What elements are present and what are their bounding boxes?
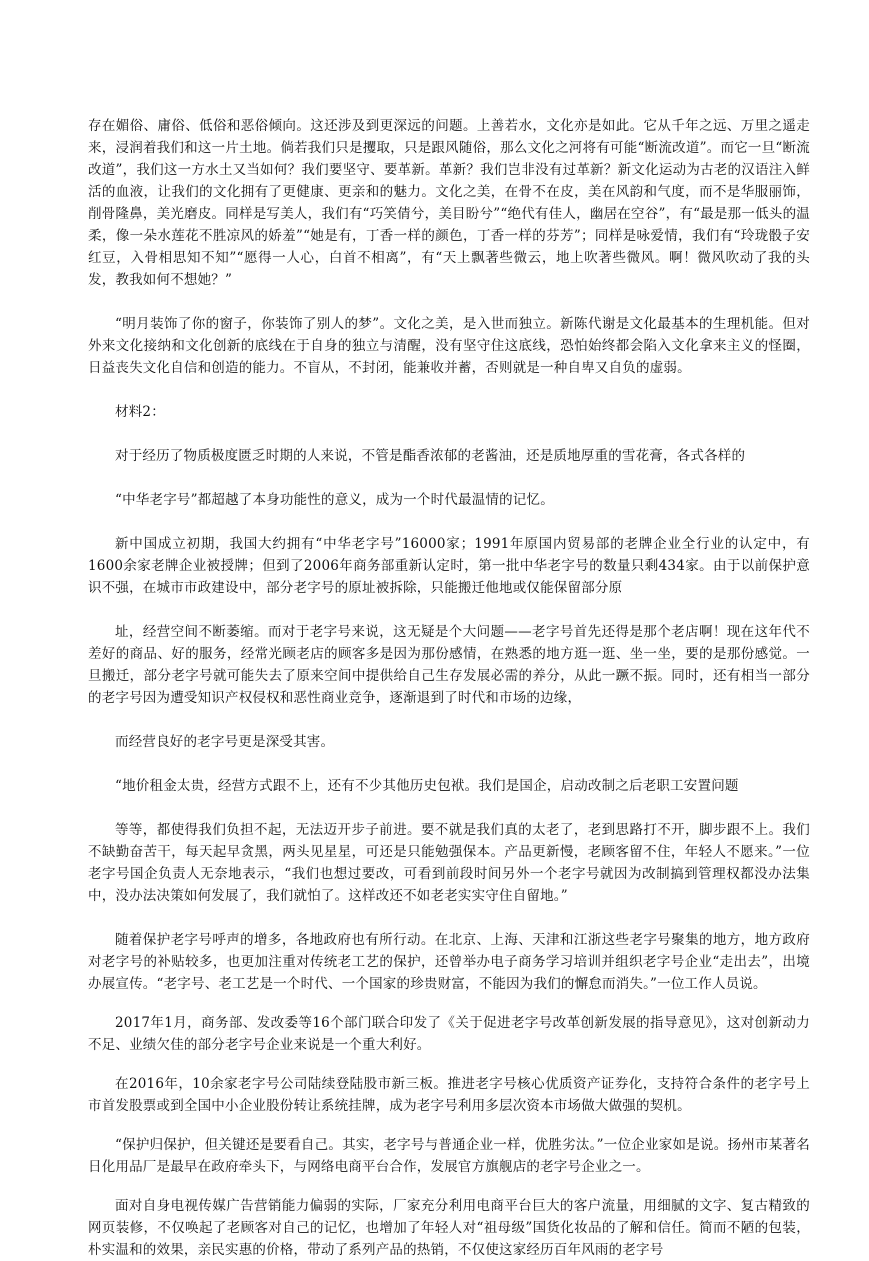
paragraph-entrepreneur-quote: “保护归保护，但关键还是要看自己。其实，老字号与普通企业一样，优胜劣汰。”一位企业家如是说。扬州市某著名日化用品厂是最早在政府牵头下，与网络电商平台合作，发展官方旗舰店的老字号企业之一。 [88, 1137, 810, 1175]
paragraph-land-rent-quote: “地价租金太贵，经营方式跟不上，还有不少其他历史包袱。我们是国企，启动改制之后老职工安置问题 [115, 778, 739, 794]
paragraph-old-brands-memory: “中华老字号”都超越了本身功能性的意义，成为一个时代最温情的记忆。 [115, 492, 554, 508]
paragraph-ecommerce-strategy: 面对自身电视传媒广告营销能力偏弱的实际，厂家充分利用电商平台巨大的客户流量，用细腻的文字、复古精致的网页装修，不仅唤起了老顾客对自己的记忆，也增加了年轻人对“祖母级”国货化妆品的了解和信任。简而不陋的包装，朴实温和的效果，亲民实惠的价格，带动了系列产品的热销，不仅使这家经历百年风雨的老字号 [88, 1198, 810, 1258]
paragraph-2017-policy: 2017年1月，商务部、发改委等16个部门联合印发了《关于促进老字号改革创新发展的指导意见》，这对创新动力不足、业绩欠佳的部分老字号企业来说是一个重大利好。 [88, 1015, 810, 1053]
paragraph-soe-manager-quote: 等等，都使得我们负担不起，无法迈开步子前进。要不就是我们真的太老了，老到思路打不开，脚步跟不上。我们不缺勤奋苦干，每天起早贪黑，两头见星星，可还是只能勉强保本。产品更新慢，老顾客留不住，年轻人不愿来。”一位老字号国企负责人无奈地表示，“我们也想过要改，可看到前段时间另外一个老字号就因为改制搞到管理权都没办法集中，没办法决策如何发展了，我们就怕了。这样改还不如老老实实守住自留地。” [88, 822, 810, 904]
material-2-heading: 材料2： [115, 404, 165, 420]
paragraph-old-brands-intro: 对于经历了物质极度匮乏时期的人来说，不管是酯香浓郁的老酱油，还是质地厚重的雪花膏，各式各样的 [115, 448, 746, 464]
paragraph-well-run-brands: 而经营良好的老字号更是深受其害。 [115, 734, 335, 750]
paragraph-government-action: 随着保护老字号呼声的增多，各地政府也有所行动。在北京、上海、天津和江浙这些老字号聚集的地方，地方政府对老字号的补贴较多，也更加注重对传统老工艺的保护，还曾举办电子商务学习培训并组织老字号企业“走出去”，出境办展宣传。“老字号、老工艺是一个时代、一个国家的珍贵财富，不能因为我们的懈怠而消失。”一位工作人员说。 [88, 932, 810, 992]
paragraph-old-brands-history: 新中国成立初期，我国大约拥有“中华老字号”16000家；1991年原国内贸易部的老牌企业全行业的认定中，有1600余家老牌企业被授牌；但到了2006年商务部重新认定时，第一批中华老字号的数量只剩434家。由于以前保护意识不强，在城市市政建设中，部分老字号的原址被拆除，只能搬迁他地或仅能保留部分原 [88, 536, 810, 596]
paragraph-moon-window: “明月装饰了你的窗子，你装饰了别人的梦”。文化之美，是入世而独立。新陈代谢是文化最基本的生理机能。但对外来文化接纳和文化创新的底线在于自身的独立与清醒，没有坚守住这底线，恐怕始终都会陷入文化拿来主义的怪圈，日益丧失文化自信和创造的能力。不盲从，不封闭，能兼收并蓄，否则就是一种自卑又自负的虚弱。 [88, 316, 810, 376]
paragraph-old-brands-relocation: 址，经营空间不断萎缩。而对于老字号来说，这无疑是个大问题——老字号首先还得是那个老店啊！现在这年代不差好的商品、好的服务，经常光顾老店的顾客多是因为那份感情，在熟悉的地方逛一逛、坐一坐，要的是那份感觉。一旦搬迁，部分老字号就可能失去了原来空间中提供给自己生存发展必需的养分，从此一蹶不振。同时，还有相当一部分的老字号因为遭受知识产权侵权和恶性商业竞争，逐渐退到了时代和市场的边缘， [88, 624, 810, 706]
paragraph-2016-new-third-board: 在2016年，10余家老字号公司陆续登陆股市新三板。推进老字号核心优质资产证券化，支持符合条件的老字号上市首发股票或到全国中小企业股份转让系统挂牌，成为老字号利用多层次资本市场做大做强的契机。 [88, 1076, 810, 1114]
paragraph-culture-essay: 存在媚俗、庸俗、低俗和恶俗倾向。这还涉及到更深远的问题。上善若水，文化亦是如此。它从千年之远、万里之遥走来，浸润着我们和这一片土地。倘若我们只是攫取，只是跟风随俗，那么文化之河将有可能“断流改道”。而它一旦“断流改道”，我们这一方水土又当如何？我们要坚守、要革新。革新？我们岂非没有过革新？新文化运动为古老的汉语注入鲜活的血液，让我们的文化拥有了更健康、更亲和的魅力。文化之美，在骨不在皮，美在风韵和气度，而不是华服丽饰，削骨隆鼻，美光磨皮。同样是写美人，我们有“巧笑倩兮，美目盼兮”“绝代有佳人，幽居在空谷”，有“最是那一低头的温柔，像一朵水莲花不胜凉风的娇羞”“她是有，丁香一样的颜色，丁香一样的芬芳”；同样是咏爱情，我们有“玲珑骰子安红豆，入骨相思知不知”“愿得一人心，白首不相离”，有“天上飘著些微云，地上吹著些微风。啊！微风吹动了我的头发，教我如何不想她？” [88, 118, 810, 288]
document-page [88, 115, 810, 1261]
